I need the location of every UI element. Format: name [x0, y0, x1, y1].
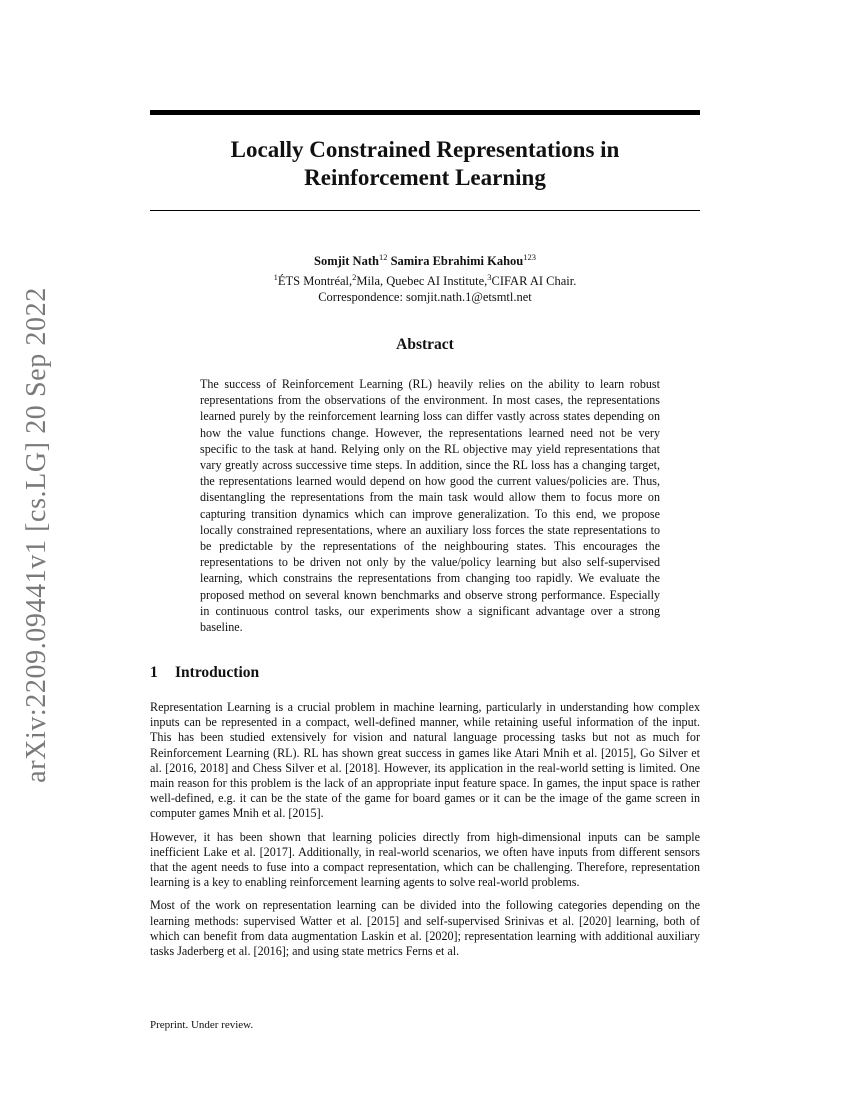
section-title: Introduction	[175, 664, 260, 681]
title-line-1: Locally Constrained Representations in	[230, 137, 620, 162]
title-rule-top	[150, 110, 700, 115]
affil-2-text: Mila, Quebec AI Institute,	[356, 274, 488, 289]
introduction-body	[150, 700, 700, 967]
section-heading-introduction	[150, 664, 700, 682]
preprint-footer: Preprint. Under review.	[150, 1019, 254, 1031]
arxiv-identifier-stamp	[14, 287, 60, 783]
intro-paragraph-1: Representation Learning is a crucial problem in machine learning, particularly in understanding how complex inputs can be represented in a compact, well-defined manner, while retaining useful information of the input. This has been studied extensively for vision and natural language processing tasks but not as much for Reinforcement Learning (RL). RL has shown great success in games like Atari Mnih et al. [2015], Go Silver et al. [2016, 2018] and Chess Silver et al. [2018]. However, its application in the real-world setting is limited. One main reason for this problem is the lack of an appropriate input feature space. In games, the input space is rather well-defined, e.g. it can be the state of the game for board games or it can be the image of the game screen in computer games Mnih et al. [2015].	[150, 700, 700, 821]
affil-1-mark: 1	[273, 272, 278, 283]
affiliations	[150, 269, 700, 289]
affil-2-mark: 2	[352, 272, 357, 283]
intro-paragraph-3: Most of the work on representation learning can be divided into the following categories depending on the learning methods: supervised Watter et al. [2015] and self-supervised Srinivas et al. [2020] learning, both of which can benefit from data augmentation Laskin et al. [2020]; representation learning with additional auxiliary tasks Jaderberg et al. [2016]; and using state metrics Ferns et al.	[150, 898, 700, 959]
title-line-2: Reinforcement Learning	[304, 165, 546, 190]
intro-paragraph-2: However, it has been shown that learning policies directly from high-dimensional inputs can be sample inefficient Lake et al. [2017]. Additionally, in real-world scenarios, we often have inputs from different sensors that the agent needs to fuse into a compact representation, which can be challenging. Therefore, representation learning is a key to enabling reinforcement learning agents to solve real-world problems.	[150, 829, 700, 890]
paper-title	[150, 136, 700, 192]
author-2-affil-marks: 123	[523, 252, 536, 262]
abstract-text: The success of Reinforcement Learning (RL) heavily relies on the ability to learn robust representations from the observations of the environment. In most cases, the representations learned purely by the reinforcement learning loss can differ vastly across states depending on how the value functions change. However, the representations learned need not be very specific to the task at hand. Relying only on the RL objective may yield representations that vary greatly across successive time steps. In addition, since the RL loss has a changing target, the representations learned would depend on how good the current values/policies are. Thus, disentangling the representations from the main task would allow them to focus more on capturing transition dynamics which can improve generalization. To this end, we propose locally constrained representations, where an auxiliary loss forces the state representations to be predictable by the representations of the neighbouring states. This encourages the representations to be driven not only by the value/policy learning but also self-supervised learning, which constrains the representations from changing too rapidly. We evaluate the proposed method on several known benchmarks and observe strong performance. Especially in continuous control tasks, our experiments show a significant advantage over a strong baseline.	[200, 377, 660, 635]
abstract-heading: Abstract	[396, 336, 454, 353]
section-number: 1	[150, 664, 158, 681]
author-names	[150, 249, 700, 269]
author-1-name: Somjit Nath	[314, 254, 379, 269]
author-2-name: Samira Ebrahimi Kahou	[390, 254, 524, 269]
affil-3-text: CIFAR AI Chair.	[491, 274, 577, 289]
arxiv-identifier-text: arXiv:2209.09441v1 [cs.LG] 20 Sep 2022	[21, 287, 53, 783]
title-rule-bottom	[150, 210, 700, 211]
correspondence-line: Correspondence: somjit.nath.1@etsmtl.net	[318, 290, 532, 305]
affil-1-text: ÉTS Montréal,	[277, 274, 353, 289]
author-block	[150, 249, 700, 305]
affil-3-mark: 3	[487, 272, 492, 283]
author-1-affil-marks: 12	[378, 252, 388, 262]
